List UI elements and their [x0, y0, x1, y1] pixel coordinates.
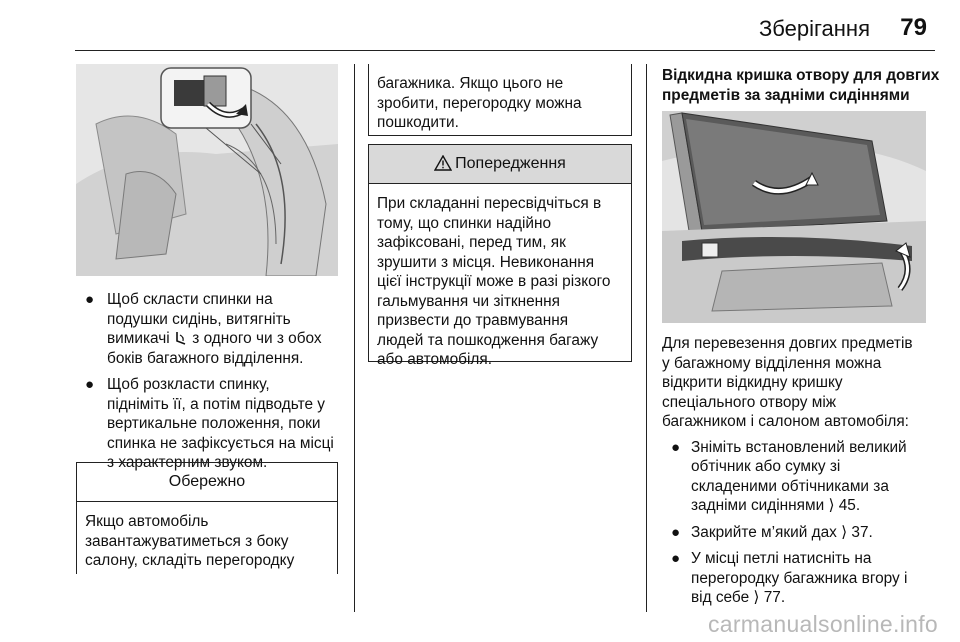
heading-line: предметів за задніми сидіннями	[662, 86, 910, 104]
bullet-dot: ●	[671, 523, 681, 541]
text-line	[691, 523, 954, 543]
list-item	[76, 375, 346, 473]
text-line: подушки сидінь, витягніть	[107, 310, 291, 328]
watermark: carmanualsonline.info	[707, 611, 938, 637]
bullet-dot: ●	[671, 550, 681, 567]
text-line: відкрити відкидну кришку	[662, 374, 843, 391]
text-line: тому, що спинки надійно	[377, 214, 552, 232]
text-line: Щоб розкласти спинку,	[107, 376, 270, 393]
heading-line: Відкидна кришка отвору для довгих	[662, 67, 940, 84]
intro-paragraph	[662, 334, 954, 432]
section-title: Зберігання	[759, 16, 870, 41]
warning-box	[368, 144, 632, 368]
text-line: У місці петлі натисніть на	[691, 550, 872, 567]
warning-body	[369, 184, 631, 370]
text-line: спинка не зафіксується на місці	[107, 434, 334, 452]
list-item	[662, 438, 954, 516]
column-divider-left	[354, 64, 355, 612]
text-line: перегородку багажника вгору і	[691, 569, 908, 587]
seat-release-icon	[174, 330, 188, 347]
text-line: боків багажного відділення.	[107, 349, 304, 367]
page-ref-arrow-icon: ⟩	[841, 523, 848, 541]
caution-body	[77, 502, 337, 571]
text-line: Щоб скласти спинки на	[107, 291, 273, 308]
bullet-dot: ●	[85, 376, 95, 393]
warning-header	[369, 145, 631, 184]
text-line: Якщо автомобіль	[85, 513, 209, 530]
left-column	[76, 290, 346, 480]
text-line: цієї інструкції може в разі різкого	[377, 273, 611, 290]
seat-release-illustration	[76, 64, 338, 276]
text-line	[107, 329, 346, 349]
bullet-dot: ●	[671, 438, 681, 456]
page-ref[interactable]: 37.	[851, 523, 873, 541]
text-line: обтічник або сумку зі	[691, 458, 841, 475]
text-line: багажником і салоном автомобіля:	[662, 413, 909, 430]
text-line: багажника. Якщо цього не	[377, 75, 564, 92]
text-line	[691, 588, 954, 608]
pass-through-illustration	[662, 111, 926, 323]
warning-title: Попередження	[455, 155, 566, 172]
text-line: складеними обтічниками за	[691, 477, 889, 495]
text-line: підніміть її, а потім підводьте у	[107, 395, 325, 413]
text-line: у багажному відділення можна	[662, 354, 882, 372]
text-line: салону, складіть перегородку	[85, 552, 295, 569]
page-ref[interactable]: 45.	[838, 497, 861, 514]
text-line: Для перевезення довгих предметів	[662, 335, 913, 352]
page-header	[75, 0, 935, 51]
text-line: спеціального отвору між	[662, 393, 837, 411]
warning-triangle-icon	[434, 155, 455, 174]
text-line: завантажуватиметься з боку	[85, 532, 289, 550]
list-item	[662, 523, 954, 543]
caution-box	[76, 462, 338, 574]
text-line: зробити, перегородку можна	[377, 94, 582, 112]
text-line: вертикальне положення, поки	[107, 415, 321, 432]
text-segment: задніми сидіннями	[691, 497, 829, 514]
page-ref[interactable]: 77.	[763, 589, 786, 606]
text-line: зрушити з місця. Невиконання	[377, 253, 595, 271]
caution-continued-box	[368, 64, 632, 136]
text-segment: Закрийте м’який дах	[691, 523, 842, 541]
right-column	[662, 334, 954, 615]
text-segment: вимикачі	[107, 330, 174, 347]
caution-continued-body	[369, 64, 631, 133]
text-segment: з одного чи з обох	[187, 330, 322, 347]
text-line: При складанні пересвідчіться в	[377, 195, 602, 212]
text-line: гальмування чи зіткнення	[377, 292, 560, 310]
text-line: Зніміть встановлений великий	[691, 438, 907, 456]
text-line: людей та пошкодження багажу	[377, 331, 599, 349]
page-ref-arrow-icon: ⟩	[753, 589, 760, 606]
caution-title: Обережно	[77, 463, 337, 502]
page-number: 79	[900, 14, 927, 41]
column-divider-right	[646, 64, 647, 612]
bullet-dot: ●	[85, 291, 95, 308]
list-item	[76, 290, 346, 368]
text-line: або автомобіля.	[377, 351, 493, 368]
text-line: призвести до травмування	[377, 312, 569, 329]
page-ref-arrow-icon: ⟩	[828, 497, 835, 514]
list-item	[662, 549, 954, 608]
text-line	[691, 496, 954, 516]
right-heading	[662, 66, 952, 105]
text-line: пошкодити.	[377, 114, 459, 131]
text-line: зафіксовані, перед тим, як	[377, 234, 566, 251]
text-segment: від себе	[691, 589, 754, 606]
text-line: з характерним звуком.	[107, 454, 268, 471]
